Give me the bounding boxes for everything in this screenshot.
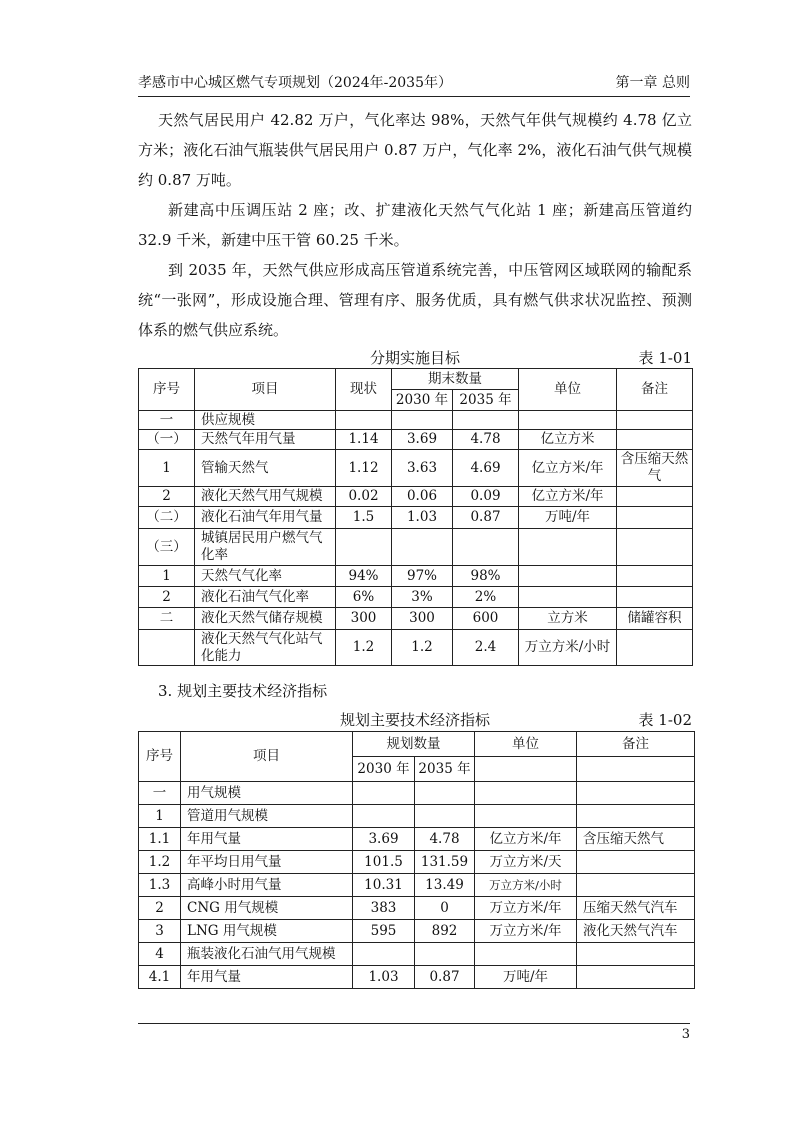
table-cell: 万立方米/小时: [475, 874, 577, 897]
table-cell: 万立方米/天: [475, 851, 577, 874]
paragraph-2035-goal: 到 2035 年，天然气供应形成高压管道系统完善，中压管网区域联网的输配系统“一张网”，形成设施合理、管理有序、服务优质，具有燃气供求状况监控、预测体系的燃气供应系统。: [138, 261, 692, 339]
table-cell: [617, 411, 693, 430]
table-cell: 2%: [453, 587, 519, 608]
table-cell: 101.5: [353, 851, 415, 874]
table-cell: 一: [139, 782, 181, 805]
table-cell: [577, 943, 695, 966]
table-cell: 年用气量: [181, 966, 353, 989]
table1-number: 表 1-01: [638, 349, 692, 367]
table-cell: 98%: [453, 566, 519, 587]
table-cell: 液化天然气储存规模: [195, 608, 336, 630]
table-cell: 管道用气规模: [181, 805, 353, 828]
table-cell: 立方米: [519, 608, 617, 630]
table-cell: 3.69: [353, 828, 415, 851]
table-cell: 高峰小时用气量: [181, 874, 353, 897]
table-cell: 13.49: [415, 874, 475, 897]
table-cell: 383: [353, 897, 415, 920]
table-cell: 瓶装液化石油气用气规模: [181, 943, 353, 966]
table-cell: 0.09: [453, 487, 519, 507]
header-item: 项目: [181, 732, 353, 782]
table-cell: 1.3: [139, 874, 181, 897]
table-cell: 年用气量: [181, 828, 353, 851]
table-cell: [577, 874, 695, 897]
table-cell: 3%: [392, 587, 453, 608]
table-cell: [453, 529, 519, 566]
table-row: [139, 587, 693, 608]
table-cell: 4: [139, 943, 181, 966]
header-2035: 2035 年: [453, 390, 519, 411]
table-row: [139, 828, 695, 851]
table-row: [139, 450, 693, 487]
table-cell: 万立方米/小时: [519, 630, 617, 666]
table-row: [139, 874, 695, 897]
header-remark: 备注: [617, 369, 693, 411]
chapter-title: 第一章 总则: [615, 75, 690, 91]
table-cell: 0.06: [392, 487, 453, 507]
table-cell: [336, 529, 392, 566]
header-unit: 单位: [519, 369, 617, 411]
table-cell: 用气规模: [181, 782, 353, 805]
table-cell: [475, 943, 577, 966]
page-number: 3: [681, 1027, 690, 1042]
table-cell: 4.1: [139, 966, 181, 989]
table2-number: 表 1-02: [638, 711, 692, 729]
document-title: 孝感市中心城区燃气专项规划（2024年-2035年）: [138, 75, 452, 91]
table-cell: [353, 782, 415, 805]
table-cell: [577, 782, 695, 805]
table-cell: 亿立方米: [519, 430, 617, 450]
table-cell: 2: [139, 487, 195, 507]
header-2030: 2030 年: [353, 757, 415, 782]
table-cell: 1: [139, 566, 195, 587]
table-cell: [617, 630, 693, 666]
table-cell: 3.63: [392, 450, 453, 487]
table-cell: 4.69: [453, 450, 519, 487]
table-cell: 1.03: [392, 507, 453, 529]
table-row: [139, 529, 693, 566]
table-cell: [353, 943, 415, 966]
table-cell: 892: [415, 920, 475, 943]
table-cell: [453, 411, 519, 430]
table2-title: 规划主要技术经济指标: [339, 711, 490, 729]
table-cell: 2: [139, 587, 195, 608]
table-cell: 6%: [336, 587, 392, 608]
table-cell: 300: [336, 608, 392, 630]
page-header: [138, 70, 690, 97]
table-cell: [519, 529, 617, 566]
body-text: [138, 105, 692, 345]
header-2035: 2035 年: [415, 757, 475, 782]
table-cell: 94%: [336, 566, 392, 587]
table-cell: 0.87: [415, 966, 475, 989]
table1-caption: [138, 347, 692, 367]
table-cell: 600: [453, 608, 519, 630]
table-cell: CNG 用气规模: [181, 897, 353, 920]
table-cell: 压缩天然气汽车: [577, 897, 695, 920]
table-cell: [617, 507, 693, 529]
table-row: [139, 566, 693, 587]
table-cell: 300: [392, 608, 453, 630]
section-heading: 3. 规划主要技术经济指标: [158, 682, 328, 700]
table-cell: 4.78: [415, 828, 475, 851]
table-cell: [336, 411, 392, 430]
table-cell: [617, 587, 693, 608]
table-cell: [617, 487, 693, 507]
header-status: 现状: [336, 369, 392, 411]
table-cell: [577, 805, 695, 828]
header-unit-blank: [475, 757, 577, 782]
table-cell: LNG 用气规模: [181, 920, 353, 943]
table-cell: 10.31: [353, 874, 415, 897]
table-cell: [353, 805, 415, 828]
table-cell: 城镇居民用户燃气气化率: [195, 529, 336, 566]
table-row: [139, 966, 695, 989]
table-cell: [617, 529, 693, 566]
table-row: [139, 411, 693, 430]
table-cell: [617, 430, 693, 450]
table-cell: 液化天然气用气规模: [195, 487, 336, 507]
table-cell: 天然气年用气量: [195, 430, 336, 450]
table-cell: 供应规模: [195, 411, 336, 430]
table-cell: 液化石油气气化率: [195, 587, 336, 608]
table-cell: [415, 805, 475, 828]
table-cell: 液化天然气汽车: [577, 920, 695, 943]
table-cell: （二）: [139, 507, 195, 529]
header-period-quantity: 期末数量: [392, 369, 519, 390]
table-cell: 1.2: [139, 851, 181, 874]
table-cell: [392, 411, 453, 430]
table-cell: 亿立方米/年: [519, 487, 617, 507]
table-cell: 1: [139, 805, 181, 828]
table-cell: 天然气气化率: [195, 566, 336, 587]
table-cell: [415, 782, 475, 805]
table-cell: 储罐容积: [617, 608, 693, 630]
table-cell: 亿立方米/年: [475, 828, 577, 851]
table-row: [139, 782, 695, 805]
table-cell: （三）: [139, 529, 195, 566]
table-cell: 万立方米/年: [475, 920, 577, 943]
table-cell: 1.1: [139, 828, 181, 851]
table-cell: 2: [139, 897, 181, 920]
tech-economic-indicators-table: [138, 731, 695, 989]
table-row: [139, 430, 693, 450]
table-cell: 0.02: [336, 487, 392, 507]
table-cell: 1.12: [336, 450, 392, 487]
table-cell: 4.78: [453, 430, 519, 450]
table2-caption: [138, 709, 692, 729]
table-cell: 一: [139, 411, 195, 430]
table-row: [139, 487, 693, 507]
table-cell: 1.2: [392, 630, 453, 666]
table-cell: 年平均日用气量: [181, 851, 353, 874]
header-unit: 单位: [475, 732, 577, 757]
table-cell: [392, 529, 453, 566]
table-cell: 二: [139, 608, 195, 630]
table-cell: 万立方米/年: [475, 897, 577, 920]
header-no: 序号: [139, 369, 195, 411]
table-cell: 1: [139, 450, 195, 487]
table-cell: [519, 566, 617, 587]
table-cell: 1.5: [336, 507, 392, 529]
table-row: [139, 851, 695, 874]
header-2030: 2030 年: [392, 390, 453, 411]
table-cell: 1.03: [353, 966, 415, 989]
table-cell: （一）: [139, 430, 195, 450]
header-no: 序号: [139, 732, 181, 782]
paragraph-supply: 天然气居民用户 42.82 万户，气化率达 98%，天然气年供气规模约 4.78 亿立方米；液化石油气瓶装供气居民用户 0.87 万户，气化率 2%，液化石油气供气规模约 0.87 万吨。: [138, 111, 692, 189]
table-cell: [519, 411, 617, 430]
table-cell: 含压缩天然气: [617, 450, 693, 487]
table-row: [139, 507, 693, 529]
table-cell: [577, 966, 695, 989]
table-cell: 0.87: [453, 507, 519, 529]
table-cell: 0: [415, 897, 475, 920]
table-cell: 含压缩天然气: [577, 828, 695, 851]
table-cell: 97%: [392, 566, 453, 587]
table-cell: 2.4: [453, 630, 519, 666]
table-cell: [139, 630, 195, 666]
header-remark: 备注: [577, 732, 695, 757]
table1-title: 分期实施目标: [369, 349, 460, 367]
table-cell: 131.59: [415, 851, 475, 874]
table-cell: 管输天然气: [195, 450, 336, 487]
table-row: [139, 805, 695, 828]
footer-rule: [138, 1023, 690, 1024]
header-item: 项目: [195, 369, 336, 411]
table-cell: 亿立方米/年: [519, 450, 617, 487]
table-cell: [519, 587, 617, 608]
table-cell: 1.2: [336, 630, 392, 666]
table-row: [139, 920, 695, 943]
phase-targets-table: [138, 368, 693, 666]
paragraph-construction: 新建高中压调压站 2 座；改、扩建液化天然气气化站 1 座；新建高压管道约 32.9 千米，新建中压干管 60.25 千米。: [138, 201, 692, 249]
table-row: [139, 943, 695, 966]
table-cell: 液化石油气年用气量: [195, 507, 336, 529]
table-cell: 595: [353, 920, 415, 943]
table-cell: 万吨/年: [475, 966, 577, 989]
table-row: [139, 630, 693, 666]
table-row: [139, 608, 693, 630]
table-cell: [475, 782, 577, 805]
table-cell: [617, 566, 693, 587]
table-cell: 3.69: [392, 430, 453, 450]
table-cell: 1.14: [336, 430, 392, 450]
table-cell: 3: [139, 920, 181, 943]
table-cell: [577, 851, 695, 874]
header-remark-blank: [577, 757, 695, 782]
table-cell: 万吨/年: [519, 507, 617, 529]
table-cell: 液化天然气气化站气化能力: [195, 630, 336, 666]
table-cell: [415, 943, 475, 966]
header-plan-quantity: 规划数量: [353, 732, 475, 757]
table-row: [139, 897, 695, 920]
table-cell: [475, 805, 577, 828]
